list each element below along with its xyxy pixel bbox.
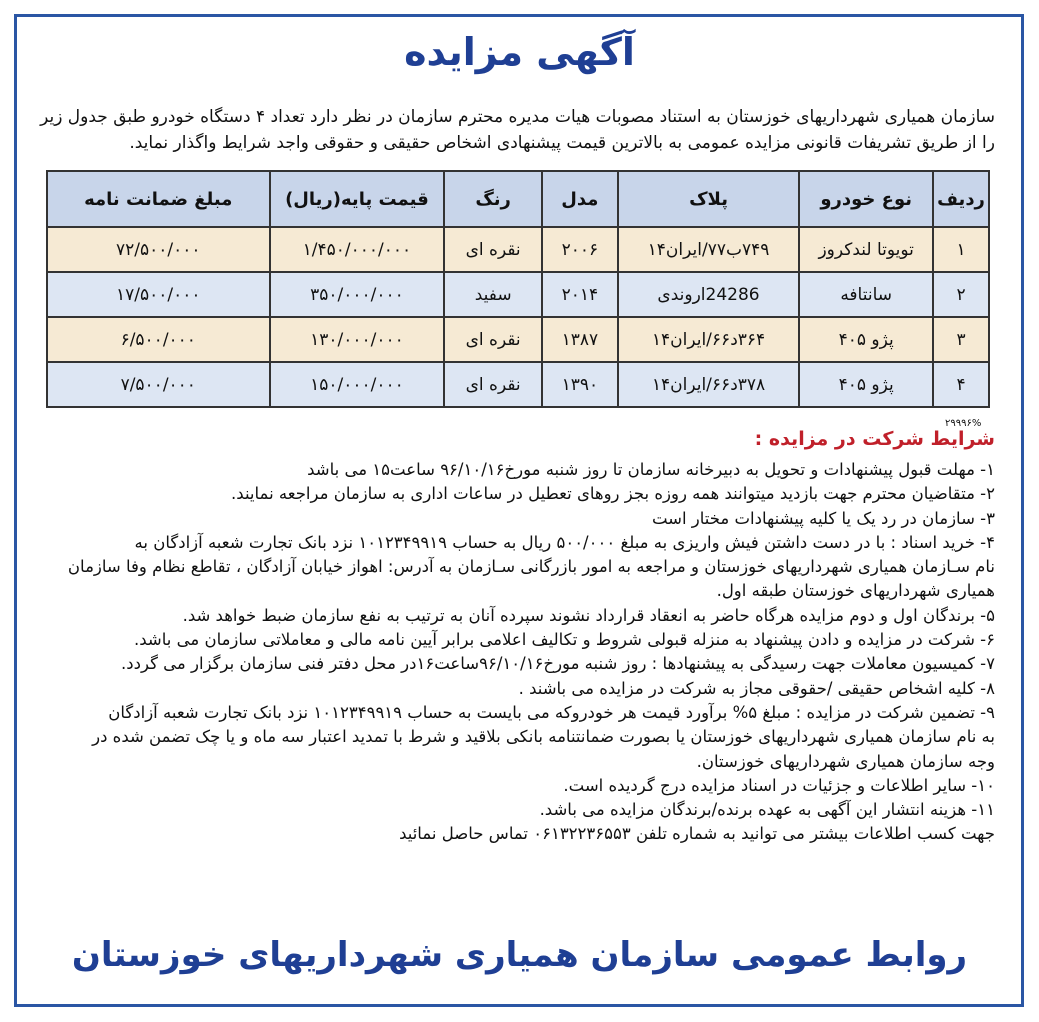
condition-line: ۱۱- هزینه انتشار این آگهی به عهده برنده/برندگان مزایده می باشد. <box>539 800 995 820</box>
table-cell: ۲۰۱۴ <box>542 272 618 317</box>
header-cell: قیمت پایه(ریال) <box>270 171 445 227</box>
table-cell: نقره ای <box>444 362 542 407</box>
table-cell: ۱ <box>933 227 989 272</box>
condition-line: ۸- کلیه اشخاص حقیقی /حقوقی مجاز به شرکت در مزایده می باشند . <box>518 678 995 698</box>
table-cell: ۷۲/۵۰۰/۰۰۰ <box>47 227 270 272</box>
table-row <box>47 272 989 317</box>
table-cell: ۳۵۰/۰۰۰/۰۰۰ <box>270 272 445 317</box>
table-cell: ۱۵۰/۰۰۰/۰۰۰ <box>270 362 445 407</box>
condition-line: ۲- متقاضیان محترم جهت بازدید میتوانند همه روزه بجز روهای تعطیل در ساعات اداری به سازمان مراجعه نمایند. <box>231 484 995 504</box>
table-header-row <box>47 171 989 227</box>
table-cell: 24286اروندی <box>618 272 800 317</box>
table-cell: ۶/۵۰۰/۰۰۰ <box>47 317 270 362</box>
table-cell: سانتافه <box>799 272 933 317</box>
page-title: آگهی مزایده <box>404 30 635 74</box>
table-cell: نقره ای <box>444 317 542 362</box>
conditions-list <box>33 458 995 847</box>
header-cell: نوع خودرو <box>799 171 933 227</box>
table-cell: تویوتا لندکروز <box>799 227 933 272</box>
table-cell: نقره ای <box>444 227 542 272</box>
intro-line: سازمان همیاری شهرداریهای خوزستان به استناد مصوبات هیات مدیره محترم سازمان در نظر دارد تعداد ۴ دستگاه خودرو طبق جدول زیر <box>40 107 995 127</box>
table-cell: ۱۷/۵۰۰/۰۰۰ <box>47 272 270 317</box>
vehicle-table <box>46 170 990 408</box>
table-row <box>47 362 989 407</box>
header-cell: ردیف <box>933 171 989 227</box>
condition-line: ۷- کمیسیون معاملات جهت رسیدگی به پیشنهادها : روز شنبه مورخ۹۶/۱۰/۱۶ساعت۱۶در محل دفتر فنی سازمان برگزار می گردد. <box>121 654 995 674</box>
footer-signature: روابط عمومی سازمان همیاری شهرداریهای خوزستان <box>71 935 968 975</box>
header-cell: رنگ <box>444 171 542 227</box>
table-cell: ۳۷۸د۶۶/ایران۱۴ <box>618 362 800 407</box>
table-row <box>47 227 989 272</box>
table-cell: ۲ <box>933 272 989 317</box>
ad-code: ۲۹۹۹۶% <box>945 418 982 429</box>
table-cell: پژو ۴۰۵ <box>799 362 933 407</box>
table-cell: ۷/۵۰۰/۰۰۰ <box>47 362 270 407</box>
table-row <box>47 317 989 362</box>
header-cell: پلاک <box>618 171 800 227</box>
condition-line: ۶- شرکت در مزایده و دادن پیشنهاد به منزله قبولی شروط و تکالیف اعلامی برابر آیین نامه مالی و معاملاتی سازمان می باشد. <box>134 630 995 650</box>
condition-line: ۳- سازمان در رد یک یا کلیه پیشنهادات مختار است <box>651 508 995 528</box>
table-cell: ۷۴۹ب۷۷/ایران۱۴ <box>618 227 800 272</box>
table-cell: سفید <box>444 272 542 317</box>
condition-line: ۱- مهلت قبول پیشنهادات و تحویل به دبیرخانه سازمان تا روز شنبه مورخ۹۶/۱۰/۱۶ ساعت۱۵ می باشد <box>307 460 995 479</box>
condition-line: وجه سازمان همیاری شهرداریهای خوزستان. <box>696 751 995 771</box>
table-cell: ۳ <box>933 317 989 362</box>
condition-line: همیاری شهرداریهای خوزستان طبقه اول. <box>716 581 995 601</box>
table-cell: ۱۳۸۷ <box>542 317 618 362</box>
header-cell: مدل <box>542 171 618 227</box>
condition-line: نام سـازمان همیاری شهرداریهای خوزستان و مراجعه به امور بازرگانی سـازمان به آدرس: اهواز خیابان آزادگان ، تقاطع نظام وفا سازمان <box>67 557 995 577</box>
condition-line: ۴- خرید اسناد : با در دست داشتن فیش واریزی به مبلغ ۵۰۰/۰۰۰ ریال به حساب ۱۰۱۲۳۴۹۹۱۹ نزد بانک تجارت شعبه آزادگان به <box>134 532 995 552</box>
condition-line: ۵- برندگان اول و دوم مزایده هرگاه حاضر به انعقاد قرارداد نشوند سپرده آنان به ترتیب به نفع سازمان ضبط خواهد شد. <box>182 605 995 625</box>
table-cell: ۱/۴۵۰/۰۰۰/۰۰۰ <box>270 227 445 272</box>
intro-line: را از طریق تشریفات قانونی مزایده عمومی به بالاترین قیمت پیشنهادی اشخاص حقیقی و حقوقی واجد شرایط واگذار نماید. <box>129 133 995 153</box>
table-cell: ۲۰۰۶ <box>542 227 618 272</box>
header-cell: مبلغ ضمانت نامه <box>47 171 270 227</box>
intro-paragraph <box>35 104 995 156</box>
condition-line: ۹- تضمین شرکت در مزایده : مبلغ ۵% برآورد قیمت هر خودروکه می بایست به حساب ۱۰۱۲۳۴۹۹۱۹ نزد بانک تجارت شعبه آزادگان <box>108 702 995 722</box>
condition-line: به نام سازمان همیاری شهرداریهای خوزستان یا بصورت ضمانتنامه بانکی بلاقید و شرط با تمدید اعتبار سه ماه و یا چک تضمن شده در <box>92 727 995 747</box>
table-cell: ۱۳۹۰ <box>542 362 618 407</box>
table-cell: ۱۳۰/۰۰۰/۰۰۰ <box>270 317 445 362</box>
conditions-title: شرایط شرکت در مزایده : <box>754 428 995 450</box>
table-cell: ۳۶۴د۶۶/ایران۱۴ <box>618 317 800 362</box>
condition-line: ۱۰- سایر اطلاعات و جزئیات در اسناد مزایده درج گردیده است. <box>563 775 995 795</box>
condition-line: جهت کسب اطلاعات بیشتر می توانید به شماره تلفن ۰۶۱۳۲۲۳۶۵۵۳ تماس حاصل نمائید <box>399 824 995 844</box>
table-cell: ۴ <box>933 362 989 407</box>
table-cell: پژو ۴۰۵ <box>799 317 933 362</box>
